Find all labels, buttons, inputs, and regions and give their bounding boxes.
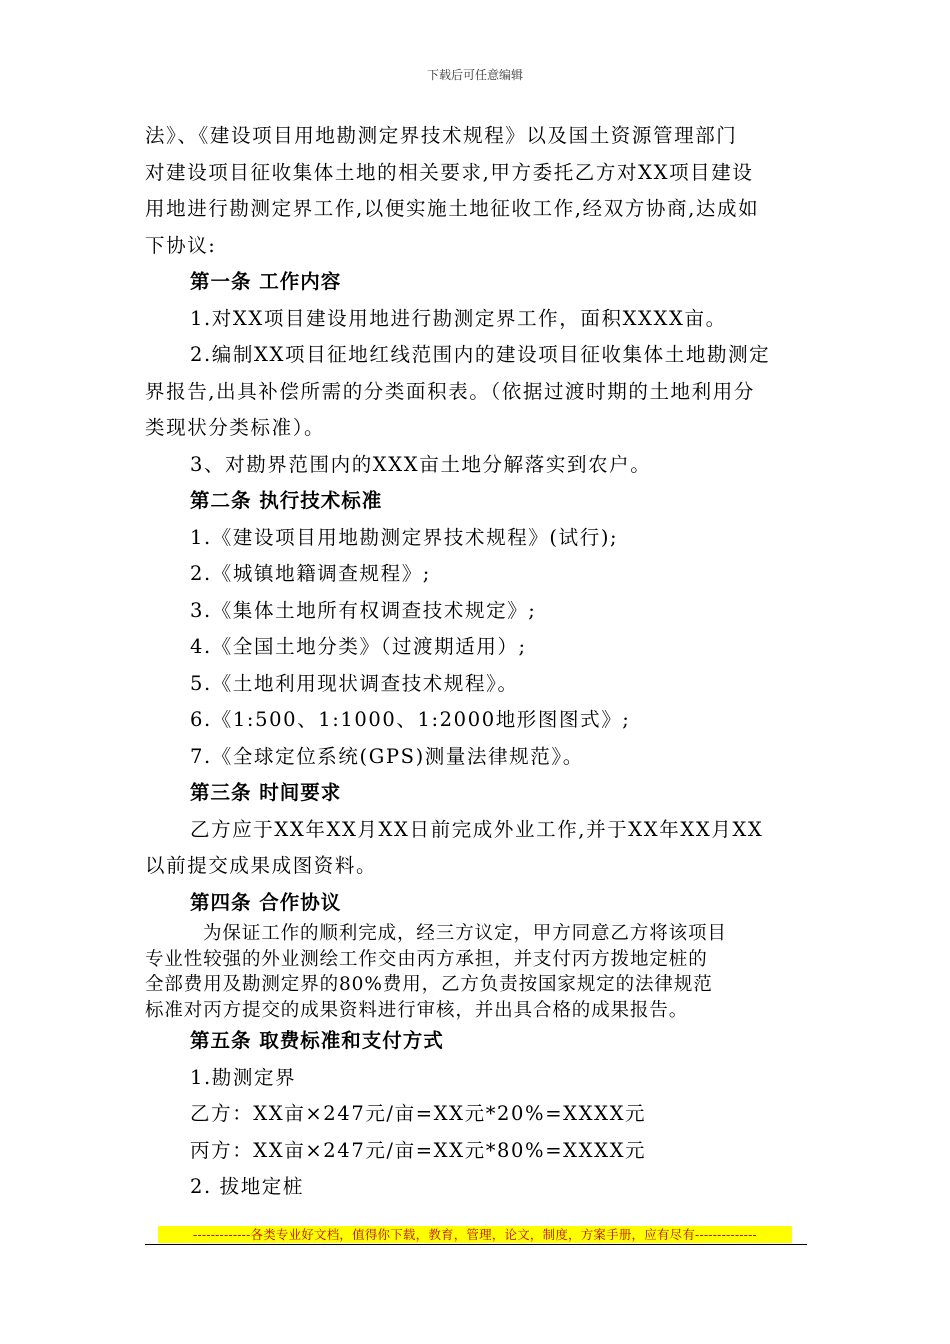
page-header-note: 下载后可任意编辑 bbox=[426, 68, 523, 82]
footer-banner: -------------各类专业好文档，值得你下载，教育，管理，论文，制度，方案手册，应有尽有-------------- bbox=[158, 1226, 792, 1243]
section-heading-3: 第三条 时间要求 bbox=[190, 781, 342, 804]
paragraph-line: 全部费用及勘测定界的80%费用，乙方负责按国家规定的法律规范 bbox=[145, 974, 713, 995]
paragraph-line: 以前提交成果成图资料。 bbox=[145, 854, 378, 877]
paragraph-line: 专业性较强的外业测绘工作交由丙方承担，并支付丙方拨地定桩的 bbox=[145, 948, 708, 970]
list-item: 1.勘测定界 bbox=[190, 1065, 297, 1089]
list-item: 1.对XX项目建设用地进行勘测定界工作，面积XXXX亩。 bbox=[190, 306, 727, 330]
list-item: 3.《集体土地所有权调查技术规定》; bbox=[190, 598, 537, 622]
list-item: 2.编制XX项目征地红线范围内的建设项目征收集体土地勘测定 bbox=[190, 343, 771, 366]
document-body bbox=[145, 118, 810, 1206]
list-item: 5.《土地利用现状调查技术规程》。 bbox=[190, 671, 519, 695]
fee-line: 丙方：XX亩×247元/亩=XX元*80%=XXXX元 bbox=[190, 1138, 647, 1162]
paragraph-line: 标准对丙方提交的成果资料进行审核，并出具合格的成果报告。 bbox=[145, 999, 689, 1021]
paragraph-line: 法》、《建设项目用地勘测定界技术规程》以及国土资源管理部门 bbox=[145, 124, 738, 147]
section-heading-4: 第四条 合作协议 bbox=[190, 890, 342, 914]
section-heading-2: 第二条 执行技术标准 bbox=[190, 489, 383, 512]
list-item: 2.《城镇地籍调查规程》; bbox=[190, 562, 431, 585]
paragraph-line: 下协议: bbox=[145, 233, 217, 257]
list-item: 6.《1:500、1:1000、1:2000地形图图式》; bbox=[190, 708, 631, 731]
section-heading-1: 第一条 工作内容 bbox=[190, 270, 342, 293]
paragraph-line: 为保证工作的顺利完成，经三方议定，甲方同意乙方将该项目 bbox=[203, 923, 727, 944]
footer-rule bbox=[145, 1244, 807, 1245]
paragraph-line: 类现状分类标准）。 bbox=[145, 416, 326, 439]
fee-line: 乙方：XX亩×247元/亩=XX元*20%=XXXX元 bbox=[190, 1102, 647, 1125]
list-item: 4.《全国土地分类》（过渡期适用）; bbox=[190, 635, 527, 658]
paragraph-line: 乙方应于XX年XX月XX日前完成外业工作,并于XX年XX月XX bbox=[190, 817, 764, 841]
paragraph-line: 界报告,出具补偿所需的分类面积表。（依据过渡时期的土地利用分 bbox=[145, 379, 755, 403]
list-item: 7.《全球定位系统(GPS)测量法律规范》。 bbox=[190, 744, 584, 768]
paragraph-line: 对建设项目征收集体土地的相关要求,甲方委托乙方对XX项目建设 bbox=[145, 160, 754, 184]
list-item: 1.《建设项目用地勘测定界技术规程》(试行); bbox=[190, 525, 619, 549]
list-item: 2. 拔地定桩 bbox=[190, 1175, 305, 1198]
section-heading-5: 第五条 取费标准和支付方式 bbox=[190, 1029, 444, 1052]
paragraph-line: 用地进行勘测定界工作,以便实施土地征收工作,经双方协商,达成如 bbox=[145, 197, 760, 220]
list-item: 3、对勘界范围内的XXX亩土地分解落实到农户。 bbox=[190, 452, 652, 476]
